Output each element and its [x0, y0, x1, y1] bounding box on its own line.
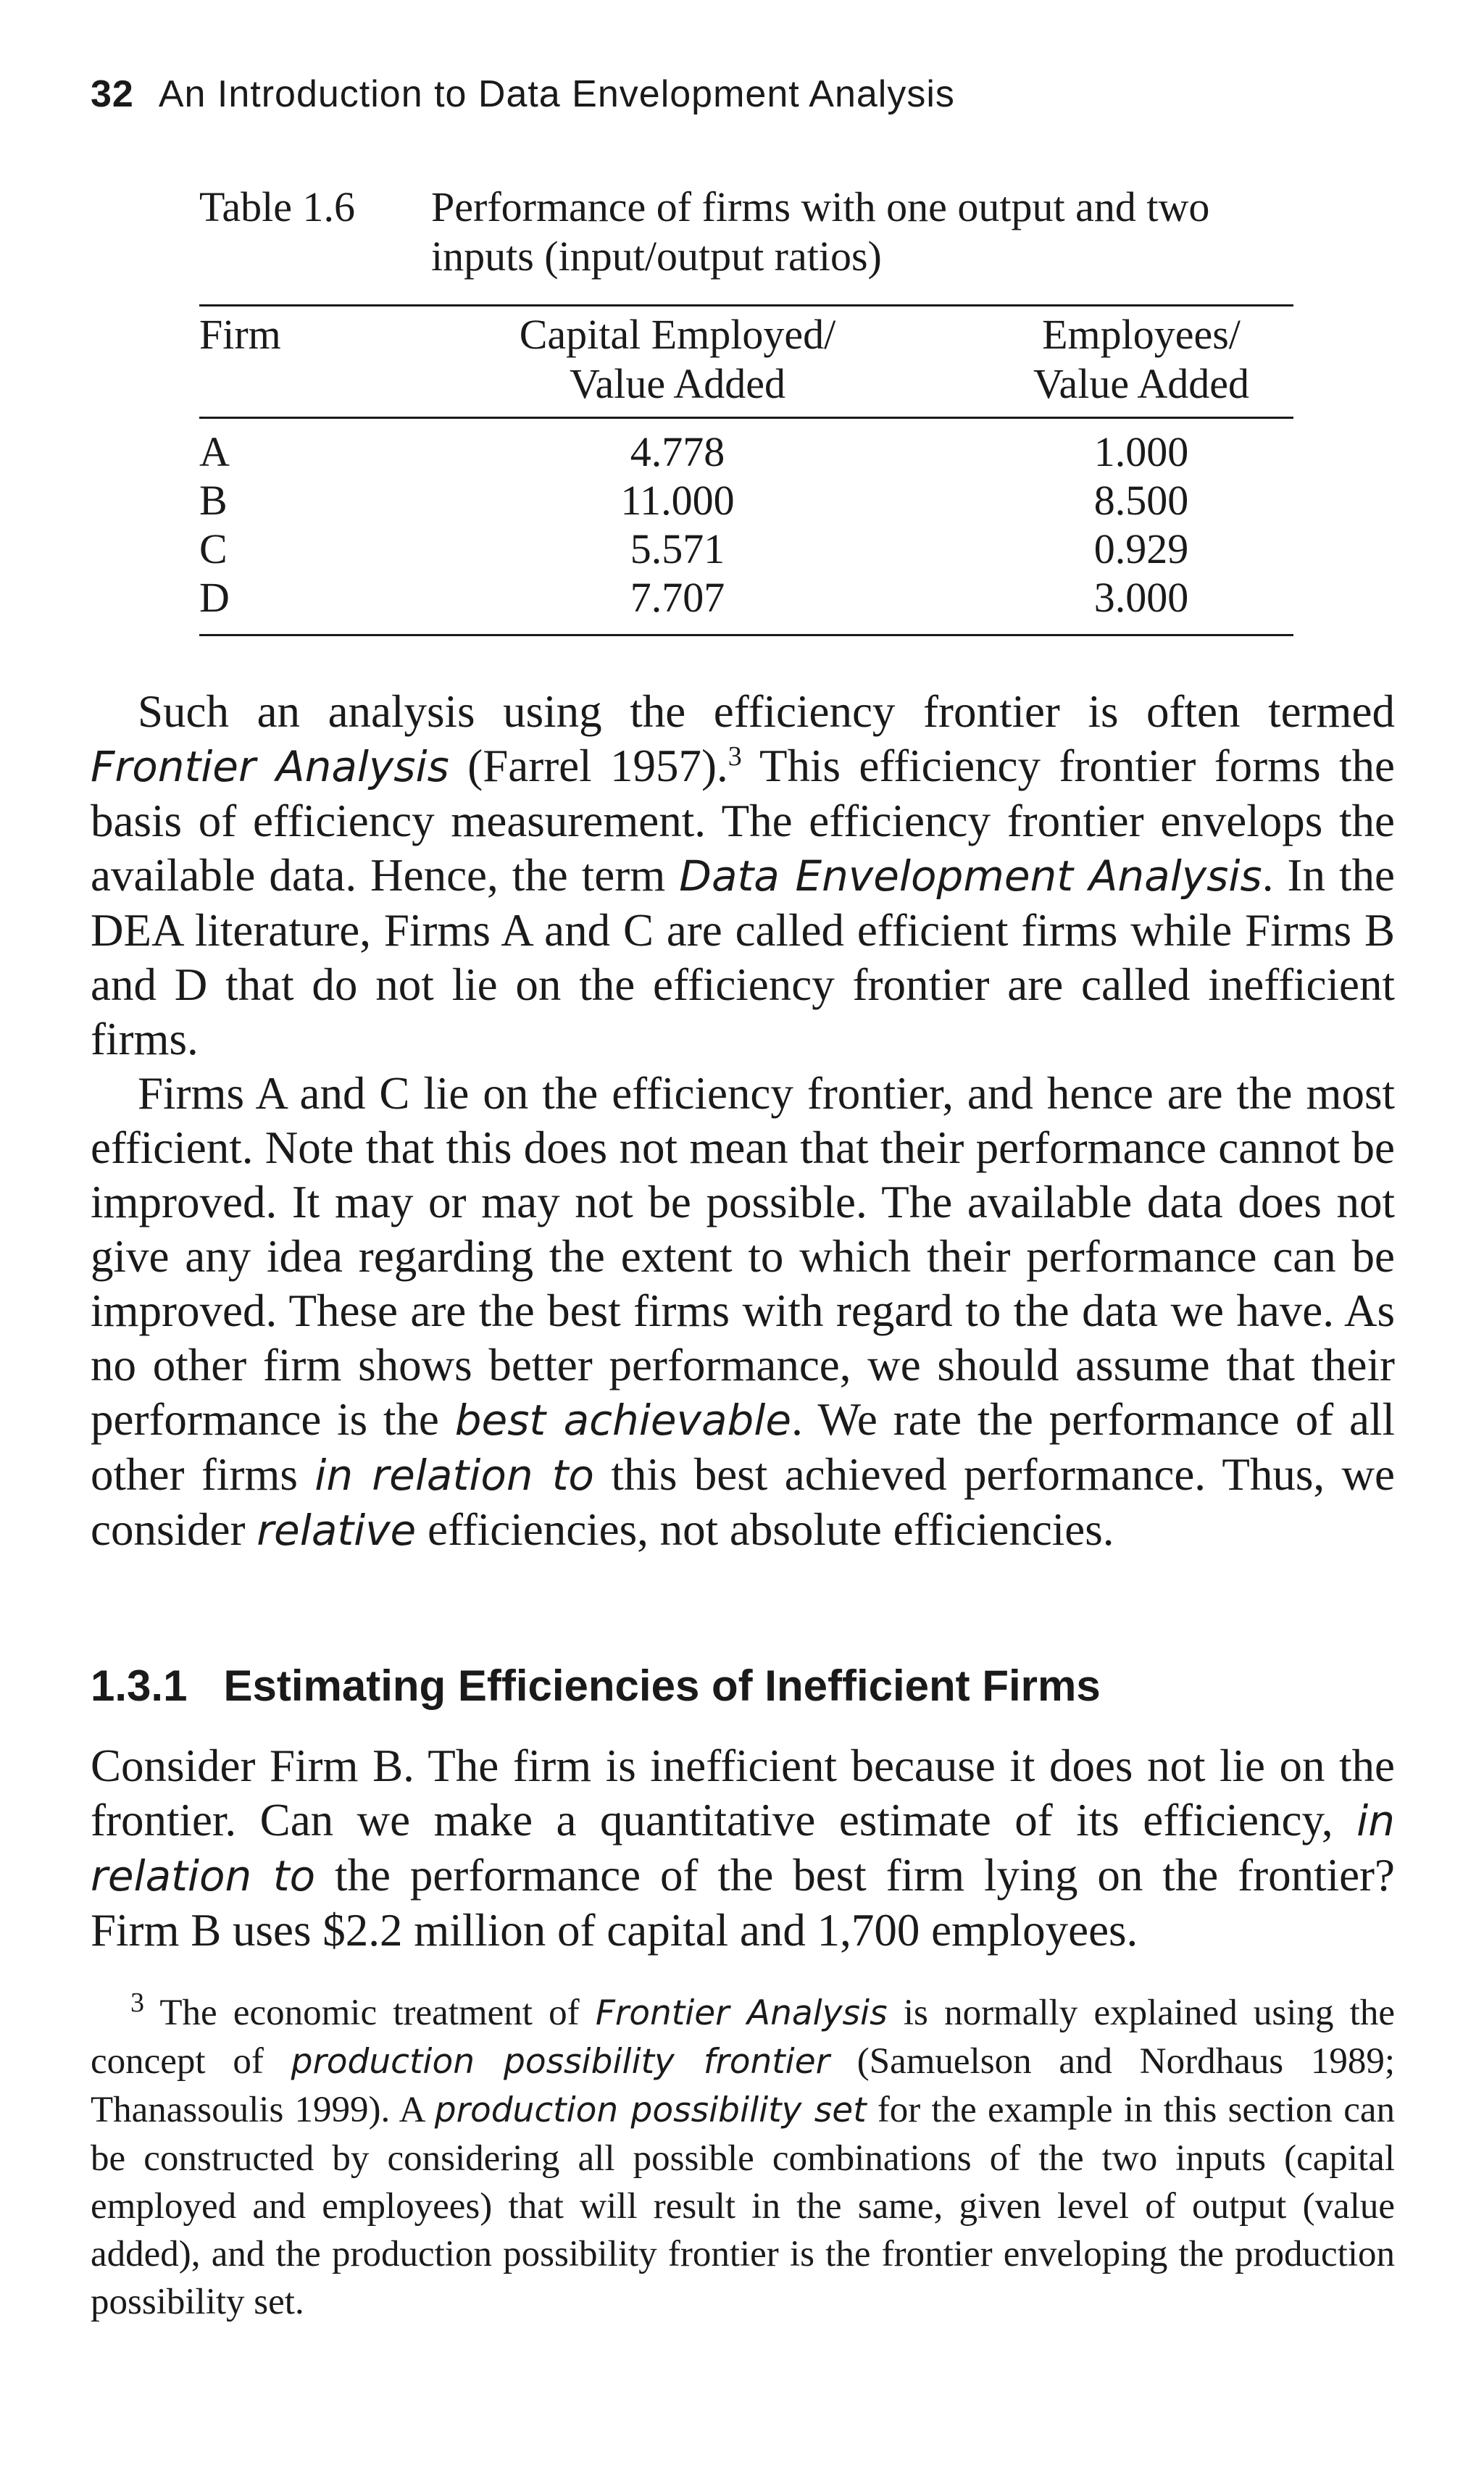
paragraph [91, 1739, 1395, 1958]
footnote-mark: 3 [130, 1988, 144, 2018]
text-run: Firms A and C lie on the efficiency frontier, and hence are the most efficient. Note that this does not mean that their performance cannot be improved. It may or may not be possible. The available data does not give any idea regarding the extent to which their performance can be improved. These are the best firms with regard to the data we have. As no other firm shows better performance, we should assume that their performance is the [91, 1068, 1395, 1445]
body-text-upper [91, 685, 1395, 1558]
table-row [199, 428, 1293, 477]
text-run: . In the DEA literature, Firms A and C are called efficient firms while Firms B and D that do not lie on the efficiency frontier are called inefficient firms. [91, 850, 1395, 1064]
cell-firm: A [199, 428, 230, 475]
cell-firm: B [199, 477, 228, 524]
cell-capital: 5.571 [630, 525, 725, 572]
italic-term: production possibility frontier [291, 2042, 830, 2082]
text-run: efficiencies, not absolute efficiencies. [416, 1504, 1114, 1555]
cell-employees: 8.500 [1093, 477, 1189, 524]
running-head [91, 72, 955, 116]
footnote-ref: 3 [728, 741, 742, 772]
table-header-rule [199, 417, 1293, 419]
text-run: This efficiency frontier forms the basis of efficiency measurement. The efficiency frontier envelops the available data. Hence, the term [91, 741, 1395, 901]
running-head-title: An Introduction to Data Envelopment Analysis [158, 73, 955, 115]
cell-employees: 3.000 [1093, 574, 1189, 621]
text-run: the performance of the best firm lying on the frontier? Firm B uses $2.2 million of capital and 1,700 employees. [91, 1850, 1395, 1956]
table-row [199, 525, 1293, 574]
text-run: The economic treatment of [144, 1993, 596, 2033]
text-run: this best achieved performance. Thus, we consider [91, 1449, 1395, 1555]
section-number: 1.3.1 [91, 1661, 188, 1710]
table-top-rule [199, 304, 1293, 306]
header-employees-line2: Value Added [1033, 360, 1249, 407]
text-run: (Samuelson and Nordhaus 1989; Thanassoulis 1999). A [91, 2041, 1396, 2130]
text-run: (Farrel 1957). [449, 741, 728, 791]
section-title: Estimating Efficiencies of Inefficient Firms [223, 1661, 1101, 1710]
italic-term: relative [257, 1506, 417, 1555]
table-body [199, 428, 1293, 630]
section-heading [91, 1661, 1101, 1711]
italic-term: Frontier Analysis [595, 1993, 888, 2033]
table-label: Table 1.6 [199, 183, 355, 230]
italic-term: in relation to [91, 1796, 1395, 1901]
footnote-paragraph [91, 1989, 1395, 2326]
paragraph [91, 685, 1395, 1067]
cell-firm: C [199, 525, 228, 572]
cell-capital: 4.778 [630, 428, 725, 475]
text-run: is normally explained using the concept of [91, 1993, 1395, 2082]
header-firm: Firm [199, 311, 281, 358]
italic-term: Frontier Analysis [91, 742, 449, 791]
cell-capital: 11.000 [620, 477, 735, 524]
text-run: Such an analysis using the efficiency frontier is often termed [138, 686, 1395, 737]
text-run: for the example in this section can be constructed by considering all possible combinations of the two inputs (capital employed and employees) that will result in the same, given level of output (value added), and the production possibility frontier is the frontier enveloping the production possibility set. [91, 2090, 1395, 2322]
header-capital-line2: Value Added [570, 360, 785, 407]
table-caption-text: Performance of firms with one output and two inputs (input/output ratios) [431, 183, 1210, 280]
table-row [199, 573, 1293, 622]
italic-term: best achievable [454, 1396, 792, 1445]
body-text-lower [91, 1739, 1395, 1958]
cell-capital: 7.707 [630, 574, 725, 621]
table-bottom-rule [199, 634, 1293, 636]
table-row [199, 476, 1293, 525]
text-run: Consider Firm B. The firm is inefficient because it does not lie on the frontier. Can we make a quantitative estimate of its efficiency, [91, 1740, 1395, 1846]
cell-employees: 1.000 [1093, 428, 1189, 475]
table-header [199, 310, 1293, 412]
page-number: 32 [91, 73, 134, 115]
header-employees-line1: Employees/ [1042, 311, 1241, 358]
paragraph [91, 1067, 1395, 1558]
cell-employees: 0.929 [1093, 525, 1189, 572]
italic-term: Data Envelopment Analysis [679, 851, 1262, 901]
italic-term: production possibility set [434, 2090, 867, 2130]
header-capital-line1: Capital Employed/ [519, 311, 836, 358]
cell-firm: D [199, 574, 230, 621]
footnote [91, 1989, 1395, 2326]
italic-term: in relation to [314, 1451, 594, 1500]
text-run: . We rate the performance of all other firms [91, 1394, 1396, 1500]
